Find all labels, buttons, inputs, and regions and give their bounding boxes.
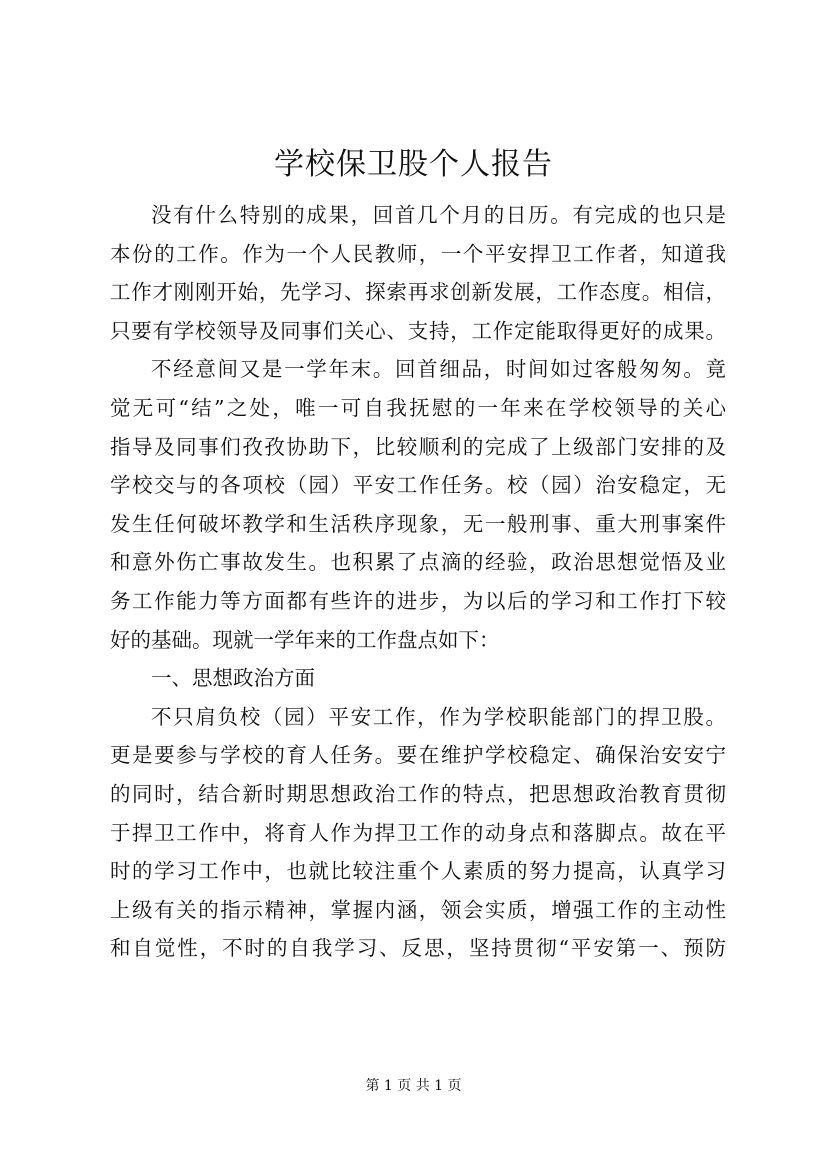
body-line: 指导及同事们孜孜协助下，比较顺利的完成了上级部门安排的及	[110, 434, 726, 459]
body-line: 觉无可“结”之处，唯一可自我抚慰的一年来在学校领导的关心	[110, 395, 726, 420]
document-body	[110, 196, 726, 968]
page-footer: 第 1 页 共 1 页	[365, 1078, 462, 1094]
body-line: 于捍卫工作中，将育人作为捍卫工作的动身点和落脚点。故在平	[110, 820, 726, 845]
body-line: 时的学习工作中，也就比较注重个人素质的努力提高，认真学习	[110, 859, 726, 884]
section-heading: 一、思想政治方面	[151, 666, 315, 691]
body-line: 的同时，结合新时期思想政治工作的特点，把思想政治教育贯彻	[110, 781, 726, 806]
document-title: 学校保卫股个人报告	[274, 147, 553, 182]
body-line: 好的基础。现就一学年来的工作盘点如下：	[110, 627, 500, 652]
body-line: 没有什么特别的成果，回首几个月的日历。有完成的也只是	[151, 203, 726, 227]
body-line: 更是要参与学校的育人任务。要在维护学校稳定、确保治安安宁	[110, 743, 726, 768]
body-line: 和意外伤亡事故发生。也积累了点滴的经验，政治思想觉悟及业	[110, 550, 726, 575]
body-line: 发生任何破坏教学和生活秩序现象，无一般刑事、重大刑事案件	[110, 511, 726, 536]
body-line: 不经意间又是一学年末。回首细品，时间如过客般匆匆。竟	[151, 357, 726, 382]
body-line: 本份的工作。作为一个人民教师，一个平安捍卫工作者，知道我	[110, 241, 726, 266]
body-line: 工作才刚刚开始，先学习、探索再求创新发展，工作态度。相信，	[110, 280, 726, 305]
body-line: 务工作能力等方面都有些许的进步，为以后的学习和工作打下较	[110, 588, 726, 613]
body-line: 只要有学校领导及同事们关心、支持，工作定能取得更好的成果。	[110, 318, 726, 343]
body-line: 不只肩负校（园）平安工作，作为学校职能部门的捍卫股。	[151, 704, 726, 729]
body-line: 和自觉性，不时的自我学习、反思，坚持贯彻“平安第一、预防	[110, 936, 726, 961]
body-line: 上级有关的指示精神，掌握内涵，领会实质，增强工作的主动性	[110, 897, 726, 922]
body-line: 学校交与的各项校（园）平安工作任务。校（园）治安稳定，无	[110, 473, 726, 498]
